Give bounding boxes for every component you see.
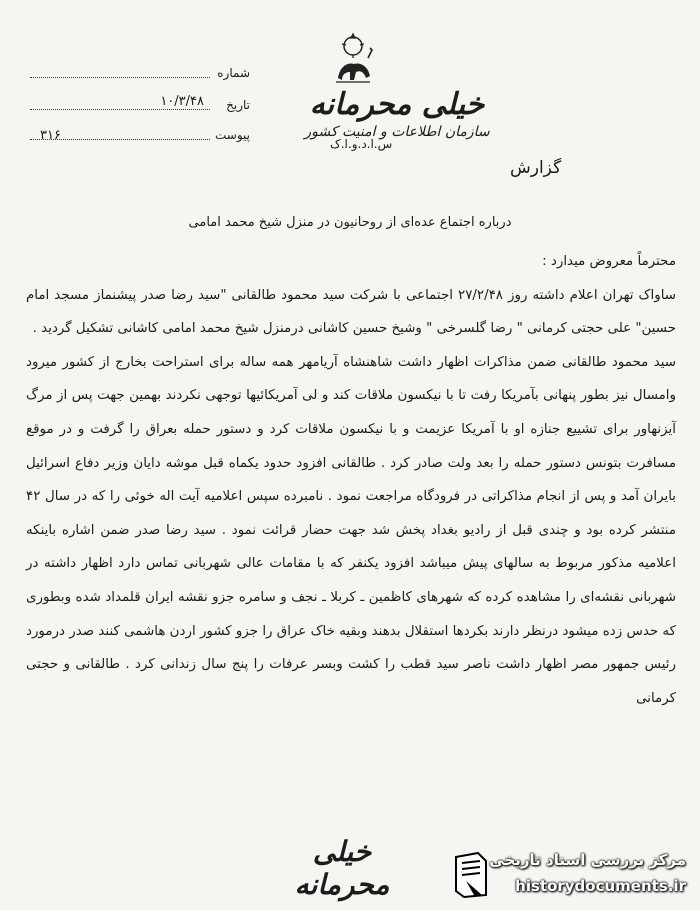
- watermark-url[interactable]: historydocuments.ir: [515, 877, 686, 895]
- header-block: [262, 88, 532, 140]
- paragraph-1: ساواک تهران اعلام داشته روز ۲۷/۲/۴۸ اجتماعی با شرکت سید محمود طالقانی "سید رضا صدر پیشنماز مسجد امام حسین" علی حجتی کرمانی " رضا گلسرخی " وشیخ حسین کاشانی درمنزل شیخ محمد امامی کاشانی تشکیل گردید .: [26, 287, 676, 337]
- field-date-line: [30, 109, 210, 110]
- field-date-label: تاریخ: [226, 98, 250, 112]
- field-number-line: [30, 77, 210, 78]
- field-number-label: شماره: [217, 66, 250, 80]
- lion-and-sun-emblem: [330, 28, 376, 88]
- paragraph-2: سید محمود طالقانی ضمن مذاکرات اظهار داشت شاهنشاه آریامهر همه ساله برای استراحت بخارج از کشور میرود وامسال نیز بطور پنهانی بآمریکا رفت تا با نیکسون ملاقات کند و لی آمریکائیها توجهی نکردند بهمین جهت پس از مرگ آیزنهاور برای تشییع جنازه او با آمریکا عزیمت و با نیکسون ملاقات کرد و دستور حمله بعراق را گرفت و در موقع مسافرت بتونس دستور حمله را بعد ولت صادر کرد . طالقانی افزود حدود یکماه قبل موشه دایان وزیر دفاع اسرائیل بایران آمد و پس از انجام مذاکراتی در فرودگاه مراجعت نمود . نامبرده سپس اعلامیه آیت اله خوئی را که در سال ۴۲ منتشر کرده بود و چندی قبل از رادیو بغداد پخش شد جهت حضار قرائت نمود . سید رضا صدر ضمن اشاره باینکه اعلامیه مذکور مربوط به سالهای پیش میباشد افزود یکنفر که با مقامات عالی شهربانی تماس دارد اظهار داشته در شهربانی نقشه‌ای را مشاهده کرده که شهرهای کاظمین ـ کربلا ـ نجف و سامره جزو نقشه ایران قلمداد شده وبطوری که حدس زده میشود درنظر دارند بکردها استقلال بدهند وبقیه خاک عراق را جزو کشور اردن هاشمی کنند صدر درمورد رئیس جمهور مصر اظهار داشت ناصر سید قطب را کشت وبسر عرفات را پنج سال زندانی کرد . طالقانی و حجتی کرمانی: [26, 354, 676, 706]
- field-attachment-label: پیوست: [215, 128, 250, 142]
- classification-title: خیلی محرمانه: [309, 87, 485, 122]
- archive-logo-icon: [452, 851, 492, 899]
- document-code: س.ا.د.و.ا.ک: [330, 137, 393, 151]
- field-date-value: ۱۰/۳/۴۸: [160, 94, 204, 109]
- report-body: [26, 245, 676, 715]
- subject-line: درباره اجتماع عده‌ای از روحانیون در منزل شیخ محمد امامی: [188, 215, 512, 230]
- salutation: محترماً معروض میدارد :: [542, 254, 676, 269]
- classification-stamp-bottom: خیلی محرمانه: [294, 835, 390, 901]
- report-heading: گزارش: [510, 158, 562, 178]
- organization-name: سازمان اطلاعات و امنیت کشور: [304, 124, 490, 140]
- watermark: [452, 847, 692, 907]
- left-number: ۳۱۶: [40, 128, 61, 143]
- watermark-title: مرکز بررسی اسناد تاریخی: [489, 851, 686, 869]
